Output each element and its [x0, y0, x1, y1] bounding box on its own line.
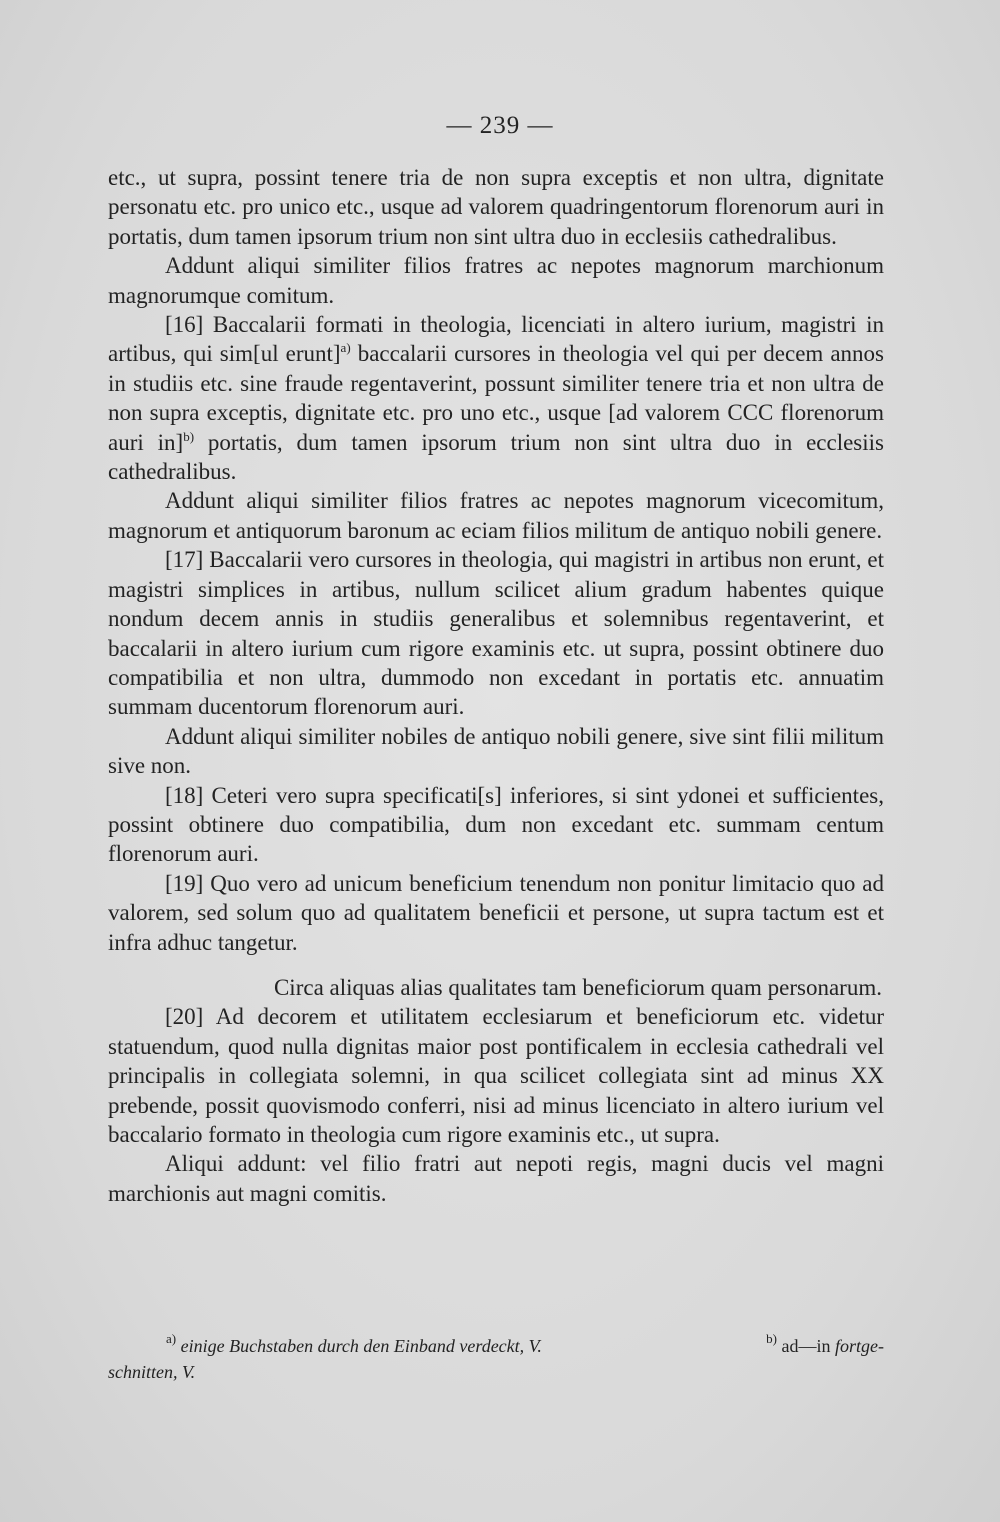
- footnote-row: [108, 1333, 884, 1359]
- footnote-b: [766, 1333, 884, 1359]
- paragraph: Addunt aliqui similiter filios fratres ac nepotes magnorum marchionum magnorumque comitum.: [108, 253, 884, 308]
- footnote-a: [108, 1333, 542, 1359]
- footnote-b-marker: b): [766, 1331, 777, 1346]
- footnote-b-italic: fortge-: [835, 1336, 884, 1356]
- paragraph: [18] Ceteri vero supra specificati[s] inferiores, si sint ydonei et sufficientes, possint obtinere duo compatibilia, dum non excedant etc. summam centum florenorum auri.: [108, 782, 884, 867]
- paragraph: [108, 310, 884, 486]
- footnote-b-continuation: [108, 1359, 884, 1385]
- footnote-ref-b: b): [183, 428, 195, 444]
- footnote-ref-a: a): [340, 340, 351, 356]
- paragraph: etc., ut supra, possint tenere tria de non supra exceptis et non ultra, dignitate personatu etc. pro unico etc., usque ad valorem quadringentorum florenorum auri in portatis, dum tamen ipsorum trium non sint ultra duo in ecclesiis cathedralibus.: [108, 165, 884, 249]
- paragraph-segment: [16] Baccalarii formati in theologia, licenciati in altero iurium, magistri in artibus, qui sim[ul erunt]: [108, 312, 884, 367]
- paragraph-segment: baccalarii cursores in theologia vel qui per decem annos in studiis etc. sine fraude regentaverint, possunt similiter tenere tria et non ultra de non supra exceptis, dignitate etc. pro uno etc., usque [ad valorem CCC florenorum auri in]: [108, 341, 884, 455]
- footnote-a-marker: a): [166, 1331, 177, 1346]
- page-number: — 239 —: [446, 112, 554, 139]
- paragraph: Addunt aliqui similiter nobiles de antiquo nobili genere, sive sint filii militum sive non.: [108, 723, 884, 779]
- footnote-b-text: ad—in: [781, 1336, 831, 1356]
- paragraph: [17] Baccalarii vero cursores in theologia, qui magistri in artibus non erunt, et magistri simplices in artibus, nullum scilicet alium gradum habentes quique nondum decem annis in studiis generalibus et solemnibus regentaverint, et baccalarii in altero iurium cum rigore examinis etc. ut supra, possint obtinere duo compatibilia et non ultra, dummodo non excedant in portatis etc. annuatim summam ducentorum florenorum auri.: [108, 547, 884, 720]
- footnotes: [108, 1333, 884, 1385]
- section-heading: Circa aliquas alias qualitates tam beneficiorum quam personarum.: [273, 974, 882, 1000]
- footnote-a-text: einige Buchstaben durch den Einband verdeckt, V.: [180, 1336, 542, 1356]
- footnote-b-continuation-text: schnitten, V.: [108, 1362, 196, 1382]
- body-text: [108, 163, 884, 1208]
- paragraph-segment: portatis, dum tamen ipsorum trium non sint ultra duo in ecclesiis cathedralibus.: [108, 429, 884, 485]
- paragraph: [20] Ad decorem et utilitatem ecclesiarum et beneficiorum etc. videtur statuendum, quod nulla dignitas maior post pontificalem in ecclesia cathedrali vel principalis in collegiata solemni, in qua scilicet collegiata sint ad minus XX prebende, possit quovismodo conferri, nisi ad minus licenciato in altero iurium vel baccalario formato in theologia cum rigore examinis etc., ut supra.: [108, 1004, 884, 1147]
- paragraph: Aliqui addunt: vel filio fratri aut nepoti regis, magni ducis vel magni marchionis aut magni comitis.: [108, 1151, 884, 1206]
- paragraph: Addunt aliqui similiter filios fratres ac nepotes magnorum vicecomitum, magnorum et antiquorum baronum ac eciam filios militum de antiquo nobili genere.: [108, 488, 884, 543]
- paragraph: [19] Quo vero ad unicum beneficium tenendum non ponitur limitacio quo ad valorem, sed solum quo ad qualitatem beneficii et persone, ut supra tactum est et infra adhuc tangetur.: [108, 870, 884, 955]
